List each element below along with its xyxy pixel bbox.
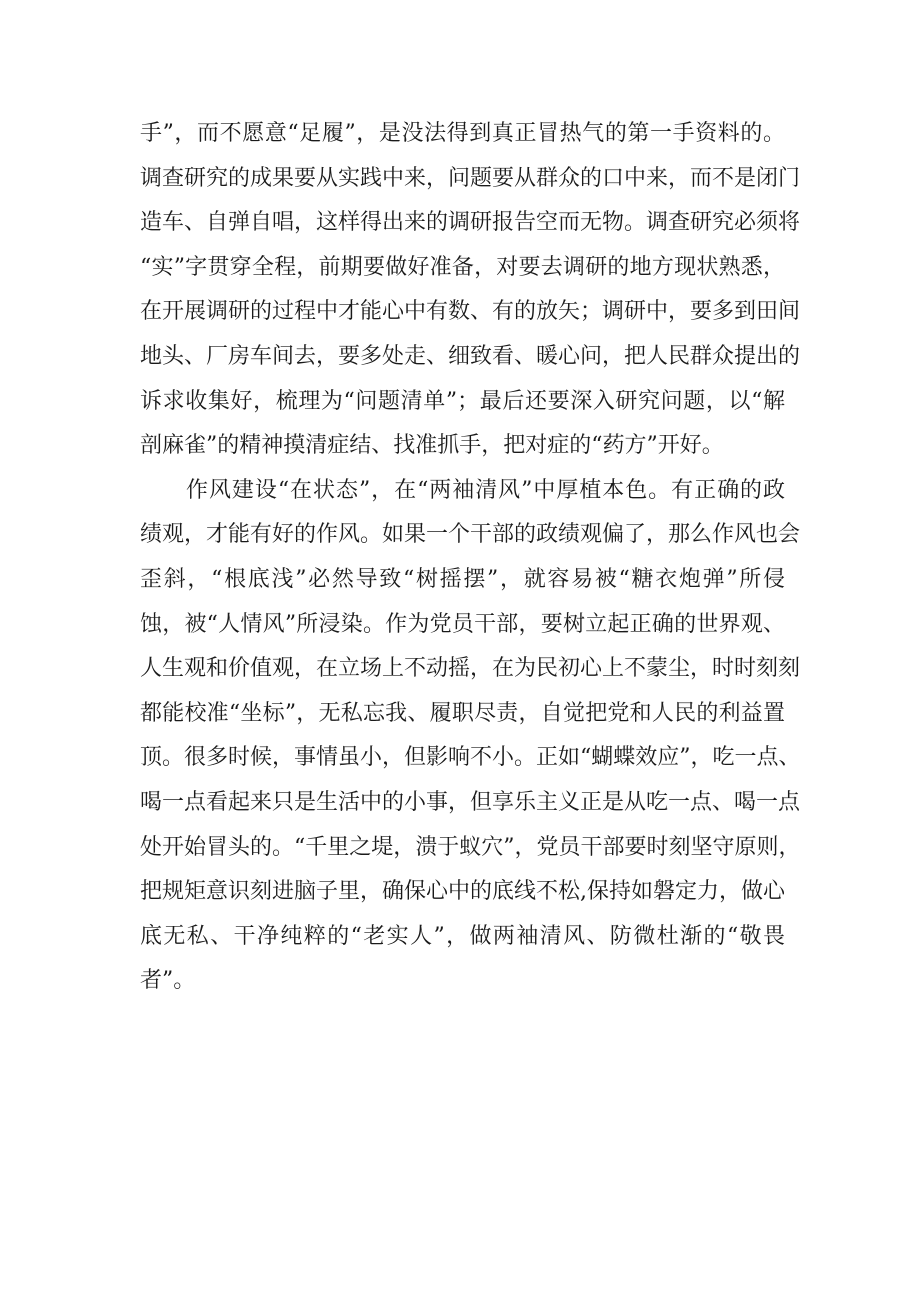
text-line: “实”字贯穿全程，前期要做好准备，对要去调研的地方现状熟悉， [140, 254, 785, 280]
text-line: 底无私、干净纯粹的“老实人”，做两袖清风、防微杜渐的“敬畏 [140, 923, 785, 949]
text-line: 顶。很多时候，事情虽小，但影响不小。正如“蝴蝶效应”，吃一点、 [140, 745, 801, 771]
text-line: 喝一点看起来只是生活中的小事，但享乐主义正是从吃一点、喝一点 [140, 789, 801, 815]
text-line: 处开始冒头的。“千里之堤，溃于蚁穴”，党员干部要时刻坚守原则， [140, 834, 801, 860]
text-line: 蚀，被“人情风”所浸染。作为党员干部，要树立起正确的世界观、 [140, 611, 785, 637]
text-line: 调查研究的成果要从实践中来，问题要从群众的口中来，而不是闭门 [140, 165, 801, 191]
body-text [140, 112, 801, 1004]
text-line: 诉求收集好，梳理为“问题清单”；最后还要深入研究问题，以“解 [140, 388, 785, 414]
text-line: 人生观和价值观，在立场上不动摇，在为民初心上不蒙尘，时时刻刻 [140, 656, 801, 682]
text-line: 手”，而不愿意“足履”，是没法得到真正冒热气的第一手资料的。 [140, 121, 785, 146]
text-line: 绩观，才能有好的作风。如果一个干部的政绩观偏了，那么作风也会 [140, 522, 801, 548]
text-line: 把规矩意识刻进脑子里，确保心中的底线不松,保持如磐定力，做心 [140, 879, 785, 905]
paragraph-1 [140, 112, 801, 469]
paragraph-2 [140, 469, 801, 1004]
text-line: 都能校准“坐标”，无私忘我、履职尽责，自觉把党和人民的利益置 [140, 700, 785, 726]
text-line: 者”。 [140, 968, 196, 994]
text-line: 在开展调研的过程中才能心中有数、有的放矢；调研中，要多到田间 [140, 299, 801, 325]
text-line: 地头、厂房车间去，要多处走、细致看、暖心问，把人民群众提出的 [140, 343, 801, 369]
text-line: 歪斜，“根底浅”必然导致“树摇摆”，就容易被“糖衣炮弹”所侵 [140, 566, 785, 592]
text-line: 作风建设“在状态”，在“两袖清风”中厚植本色。有正确的政 [186, 477, 785, 503]
text-line: 造车、自弹自唱，这样得出来的调研报告空而无物。调查研究必须将 [140, 210, 801, 236]
text-line: 剖麻雀”的精神摸清症结、找准抓手，把对症的“药方”开好。 [140, 433, 724, 459]
